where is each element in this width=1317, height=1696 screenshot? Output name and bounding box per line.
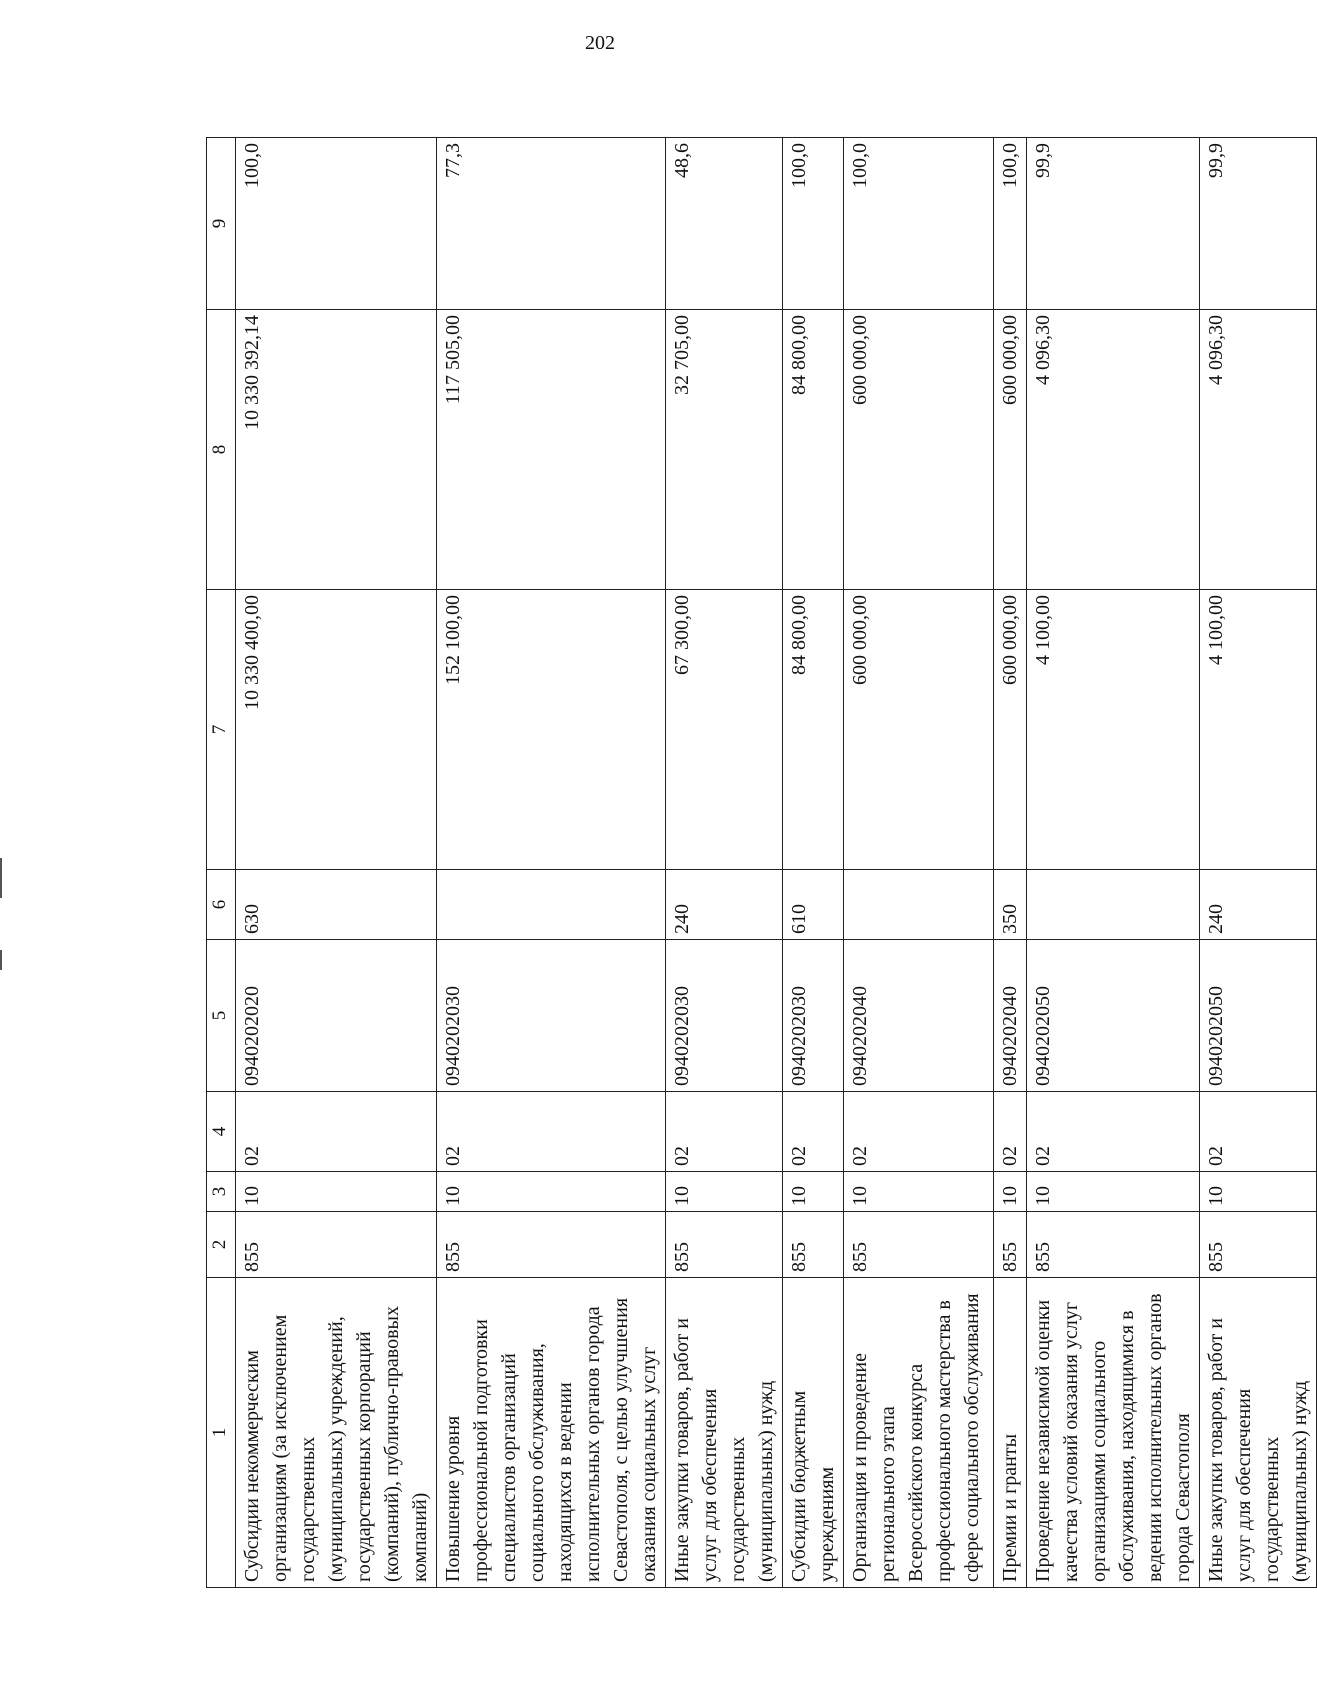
- cell-percent: 100,0: [236, 138, 437, 310]
- cell-expense-type: 350: [994, 870, 1027, 940]
- cell-section: 10: [1200, 1172, 1317, 1212]
- cell-subsection: 02: [1200, 1092, 1317, 1172]
- cell-target-article: 0940202040: [844, 940, 994, 1092]
- table-container: [206, 138, 1311, 1588]
- cell-expense-type: [437, 870, 666, 940]
- cell-expense-type: [844, 870, 994, 940]
- header-cell: 9: [207, 138, 236, 310]
- row-name: Премии и гранты: [994, 1278, 1027, 1588]
- cell-percent: 100,0: [783, 138, 844, 310]
- table-row: [844, 138, 994, 1588]
- cell-admin-code: 855: [994, 1212, 1027, 1278]
- cell-expense-type: 240: [1200, 870, 1317, 940]
- cell-planned: 4 100,00: [1027, 590, 1200, 870]
- cell-target-article: 0940202050: [1027, 940, 1200, 1092]
- cell-planned: 10 330 400,00: [236, 590, 437, 870]
- row-name: Повышение уровня профессиональной подготовки специалистов организаций социального обслуживания, находящихся в ведении исполнительных органов города Севастополя, с целью улучшения оказания социальных услуг: [437, 1278, 666, 1588]
- row-name: Субсидии некоммерческим организациям (за исключением государственных (муниципальных) учреждений, государственных корпораций (компаний), публично-правовых компаний): [236, 1278, 437, 1588]
- cell-executed: 4 096,30: [1200, 310, 1317, 590]
- cell-section: 10: [844, 1172, 994, 1212]
- table-row: [783, 138, 844, 1588]
- cell-section: 10: [236, 1172, 437, 1212]
- header-cell: 5: [207, 940, 236, 1092]
- cell-planned: 84 800,00: [783, 590, 844, 870]
- table-row: [1200, 138, 1317, 1588]
- header-cell: 2: [207, 1212, 236, 1278]
- budget-table: [206, 137, 1317, 1588]
- cell-executed: 600 000,00: [994, 310, 1027, 590]
- cell-percent: 99,9: [1027, 138, 1200, 310]
- cell-percent: 48,6: [666, 138, 783, 310]
- table-row: [994, 138, 1027, 1588]
- cell-subsection: 02: [437, 1092, 666, 1172]
- cell-subsection: 02: [236, 1092, 437, 1172]
- cell-admin-code: 855: [1027, 1212, 1200, 1278]
- cell-planned: 152 100,00: [437, 590, 666, 870]
- cell-target-article: 0940202030: [437, 940, 666, 1092]
- cell-target-article: 0940202030: [783, 940, 844, 1092]
- cell-executed: 117 505,00: [437, 310, 666, 590]
- header-cell: 1: [207, 1278, 236, 1588]
- cell-executed: 32 705,00: [666, 310, 783, 590]
- cell-target-article: 0940202040: [994, 940, 1027, 1092]
- cell-target-article: 0940202050: [1200, 940, 1317, 1092]
- cell-admin-code: 855: [1200, 1212, 1317, 1278]
- header-cell: 7: [207, 590, 236, 870]
- cell-executed: 600 000,00: [844, 310, 994, 590]
- cell-executed: 84 800,00: [783, 310, 844, 590]
- cell-admin-code: 855: [236, 1212, 437, 1278]
- cell-planned: 67 300,00: [666, 590, 783, 870]
- cell-section: 10: [994, 1172, 1027, 1212]
- cell-percent: 100,0: [994, 138, 1027, 310]
- cell-target-article: 0940202020: [236, 940, 437, 1092]
- cell-section: 10: [1027, 1172, 1200, 1212]
- cell-admin-code: 855: [437, 1212, 666, 1278]
- header-cell: 3: [207, 1172, 236, 1212]
- cell-percent: 77,3: [437, 138, 666, 310]
- margin-mark: [0, 858, 2, 898]
- cell-admin-code: 855: [666, 1212, 783, 1278]
- page-number: 202: [585, 32, 615, 54]
- cell-section: 10: [783, 1172, 844, 1212]
- table-row: [437, 138, 666, 1588]
- cell-admin-code: 855: [844, 1212, 994, 1278]
- cell-subsection: 02: [666, 1092, 783, 1172]
- margin-mark: [0, 950, 2, 970]
- row-name: Субсидии бюджетным учреждениям: [783, 1278, 844, 1588]
- cell-subsection: 02: [994, 1092, 1027, 1172]
- table-row: [666, 138, 783, 1588]
- cell-expense-type: 240: [666, 870, 783, 940]
- row-name: Организация и проведение регионального этапа Всероссийского конкурса профессионального мастерства в сфере социального обслуживания: [844, 1278, 994, 1588]
- cell-planned: 4 100,00: [1200, 590, 1317, 870]
- cell-section: 10: [437, 1172, 666, 1212]
- cell-section: 10: [666, 1172, 783, 1212]
- cell-subsection: 02: [783, 1092, 844, 1172]
- cell-subsection: 02: [844, 1092, 994, 1172]
- table-row: [236, 138, 437, 1588]
- cell-planned: 600 000,00: [844, 590, 994, 870]
- cell-expense-type: [1027, 870, 1200, 940]
- row-name: Проведение независимой оценки качества условий оказания услуг организациями социального обслуживания, находящимися в ведении исполнительных органов города Севастополя: [1027, 1278, 1200, 1588]
- cell-planned: 600 000,00: [994, 590, 1027, 870]
- cell-target-article: 0940202030: [666, 940, 783, 1092]
- row-name: Иные закупки товаров, работ и услуг для обеспечения государственных (муниципальных) нужд: [1200, 1278, 1317, 1588]
- row-name: Иные закупки товаров, работ и услуг для обеспечения государственных (муниципальных) нужд: [666, 1278, 783, 1588]
- cell-percent: 100,0: [844, 138, 994, 310]
- header-cell: 6: [207, 870, 236, 940]
- cell-expense-type: 630: [236, 870, 437, 940]
- header-row: [207, 138, 236, 1588]
- header-cell: 8: [207, 310, 236, 590]
- table-row: [1027, 138, 1200, 1588]
- cell-executed: 10 330 392,14: [236, 310, 437, 590]
- cell-percent: 99,9: [1200, 138, 1317, 310]
- cell-expense-type: 610: [783, 870, 844, 940]
- cell-executed: 4 096,30: [1027, 310, 1200, 590]
- cell-admin-code: 855: [783, 1212, 844, 1278]
- header-cell: 4: [207, 1092, 236, 1172]
- cell-subsection: 02: [1027, 1092, 1200, 1172]
